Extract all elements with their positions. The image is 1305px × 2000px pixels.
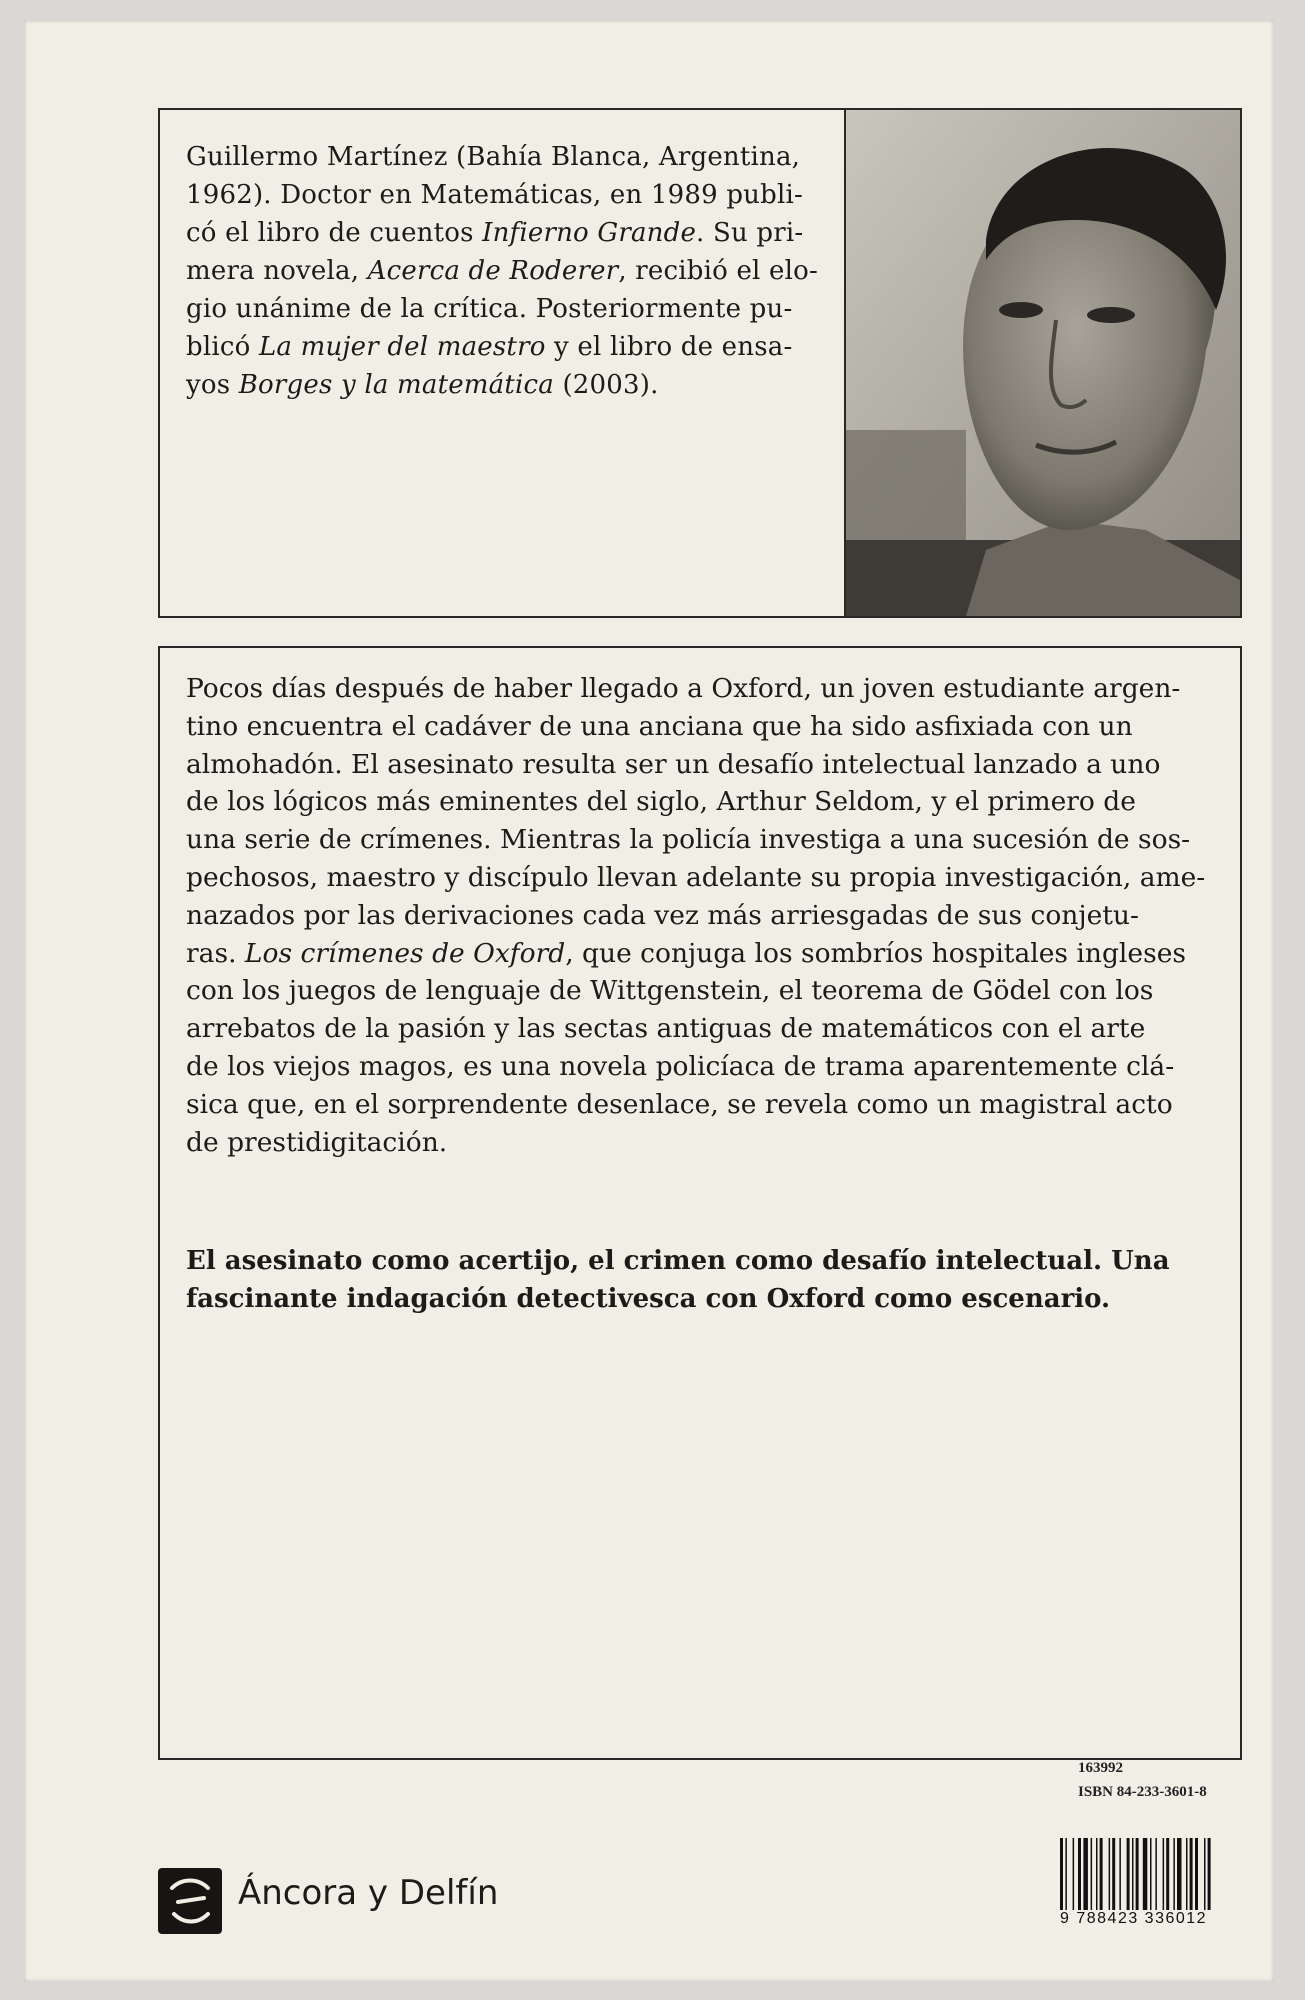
book-back-cover	[24, 20, 1274, 1982]
bio-book-title: Acerca de Roderer	[367, 256, 619, 286]
bio-text-part: (2003).	[553, 370, 659, 400]
author-bio-box	[158, 108, 1242, 618]
ean-number: 9 788423 336012	[1058, 1910, 1252, 1928]
synopsis-box	[158, 646, 1242, 1760]
catalog-number: 163992	[1078, 1760, 1123, 1776]
synopsis-text	[186, 670, 1206, 1161]
bio-text-part: y el libro de ensa- yos	[186, 332, 793, 400]
synopsis-book-title: Los crímenes de Oxford	[244, 937, 566, 969]
synopsis-part: , que conjuga los sombríos hospitales ingleses con los juegos de lenguaje de Wittgenstein, el teorema de Gödel con los arrebatos de la pasión y las sectas antiguas de matemáticos con el arte de los viejos magos, es una novela policíaca de trama aparentemente clá- sica que, en el sorprendente desenlace, se revela como un magistral acto de prestidigitación.	[186, 937, 1186, 1158]
author-portrait-icon	[846, 110, 1240, 616]
bio-text-part: , recibió el elo- gio unánime de la crítica. Posteriormente pu- blicó	[186, 256, 818, 362]
tagline: El asesinato como acertijo, el crimen como desafío intelectual. Una fascinante indagación detectivesca con Oxford como escenario.	[186, 1246, 1170, 1314]
isbn-text: ISBN 84-233-3601-8	[1078, 1784, 1207, 1800]
author-bio-text	[186, 138, 856, 404]
publisher-logo-icon	[158, 1868, 222, 1934]
synopsis-part: Pocos días después de haber llegado a Oxford, un joven estudiante argen- tino encuentra el cadáver de una anciana que ha sido asfixiada con un almohadón. El asesinato resulta ser un desafío intelectual lanzado a uno de los lógicos más eminentes del siglo, Arthur Seldom, y el primero de una serie de crímenes. Mientras la policía investiga a una sucesión de sos- pechosos, maestro y discípulo llevan adelante su propia investigación, ame- nazados por las derivaciones cada vez más arriesgadas de sus conjetu- ras.	[186, 673, 1206, 969]
bio-text-part: Guillermo Martínez (Bahía Blanca, Argentina, 1962). Doctor en Matemáticas, en 1989 publi- có el libro de cuentos	[186, 142, 803, 248]
bio-book-title: La mujer del maestro	[258, 332, 546, 362]
publisher-name: Áncora y Delfín	[238, 1873, 499, 1913]
author-portrait-photo	[844, 110, 1240, 616]
bio-book-title: Borges y la matemática	[238, 370, 554, 400]
bio-text-part: . Su pri- mera novela,	[186, 218, 804, 286]
bio-book-title: Infierno Grande	[482, 218, 697, 248]
